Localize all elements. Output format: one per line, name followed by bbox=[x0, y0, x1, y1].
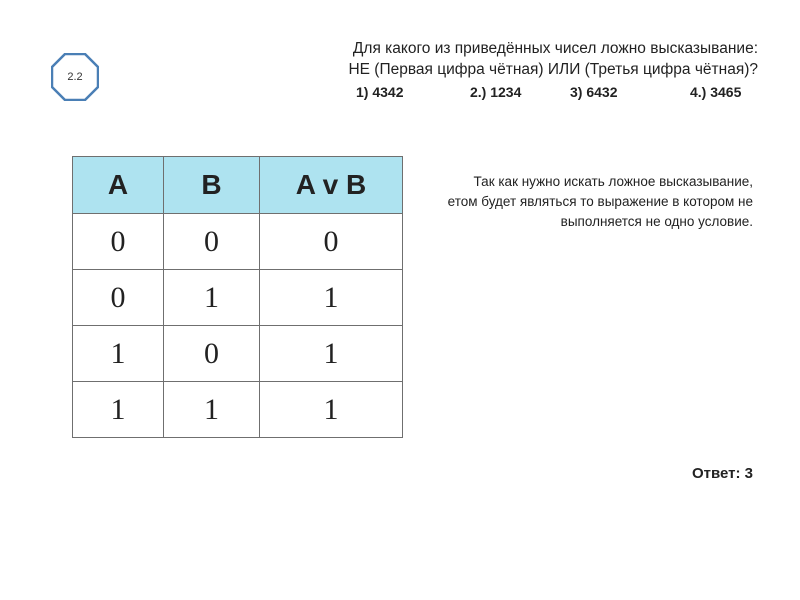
cell-a-or-b: 1 bbox=[260, 270, 403, 326]
cell-a: 0 bbox=[73, 214, 164, 270]
cell-a-or-b: 1 bbox=[260, 382, 403, 438]
cell-b: 0 bbox=[164, 214, 260, 270]
explanation-text bbox=[392, 172, 753, 232]
header-a-or-b: A v B bbox=[260, 157, 403, 214]
truth-table-header-row bbox=[73, 157, 403, 214]
cell-b: 1 bbox=[164, 382, 260, 438]
explanation-line-3: выполняется не одно условие. bbox=[560, 214, 753, 229]
table-row bbox=[73, 214, 403, 270]
cell-b: 0 bbox=[164, 326, 260, 382]
cell-b: 1 bbox=[164, 270, 260, 326]
option-2: 2.) 1234 bbox=[470, 84, 522, 100]
table-row bbox=[73, 270, 403, 326]
explanation-line-2: етом будет являться то выражение в котором не bbox=[447, 194, 753, 209]
cell-a: 0 bbox=[73, 270, 164, 326]
option-1: 1) 4342 bbox=[356, 84, 404, 100]
question-text bbox=[270, 38, 758, 80]
cell-a: 1 bbox=[73, 326, 164, 382]
task-number-label: 2.2 bbox=[67, 71, 83, 83]
cell-a: 1 bbox=[73, 382, 164, 438]
option-3: 3) 6432 bbox=[570, 84, 618, 100]
cell-a-or-b: 1 bbox=[260, 326, 403, 382]
header-b: B bbox=[164, 157, 260, 214]
task-number-badge bbox=[51, 53, 99, 101]
cell-a-or-b: 0 bbox=[260, 214, 403, 270]
answer-options bbox=[350, 84, 760, 104]
option-4: 4.) 3465 bbox=[690, 84, 742, 100]
header-a: A bbox=[73, 157, 164, 214]
table-row bbox=[73, 326, 403, 382]
question-line-2: НЕ (Первая цифра чётная) ИЛИ (Третья цифра чётная)? bbox=[348, 61, 758, 78]
answer-text: Ответ: 3 bbox=[691, 465, 753, 482]
explanation-line-1: Так как нужно искать ложное высказывание, bbox=[473, 174, 753, 189]
truth-table bbox=[72, 156, 403, 438]
question-line-1: Для какого из приведённых чисел ложно высказывание: bbox=[352, 40, 758, 57]
table-row bbox=[73, 382, 403, 438]
